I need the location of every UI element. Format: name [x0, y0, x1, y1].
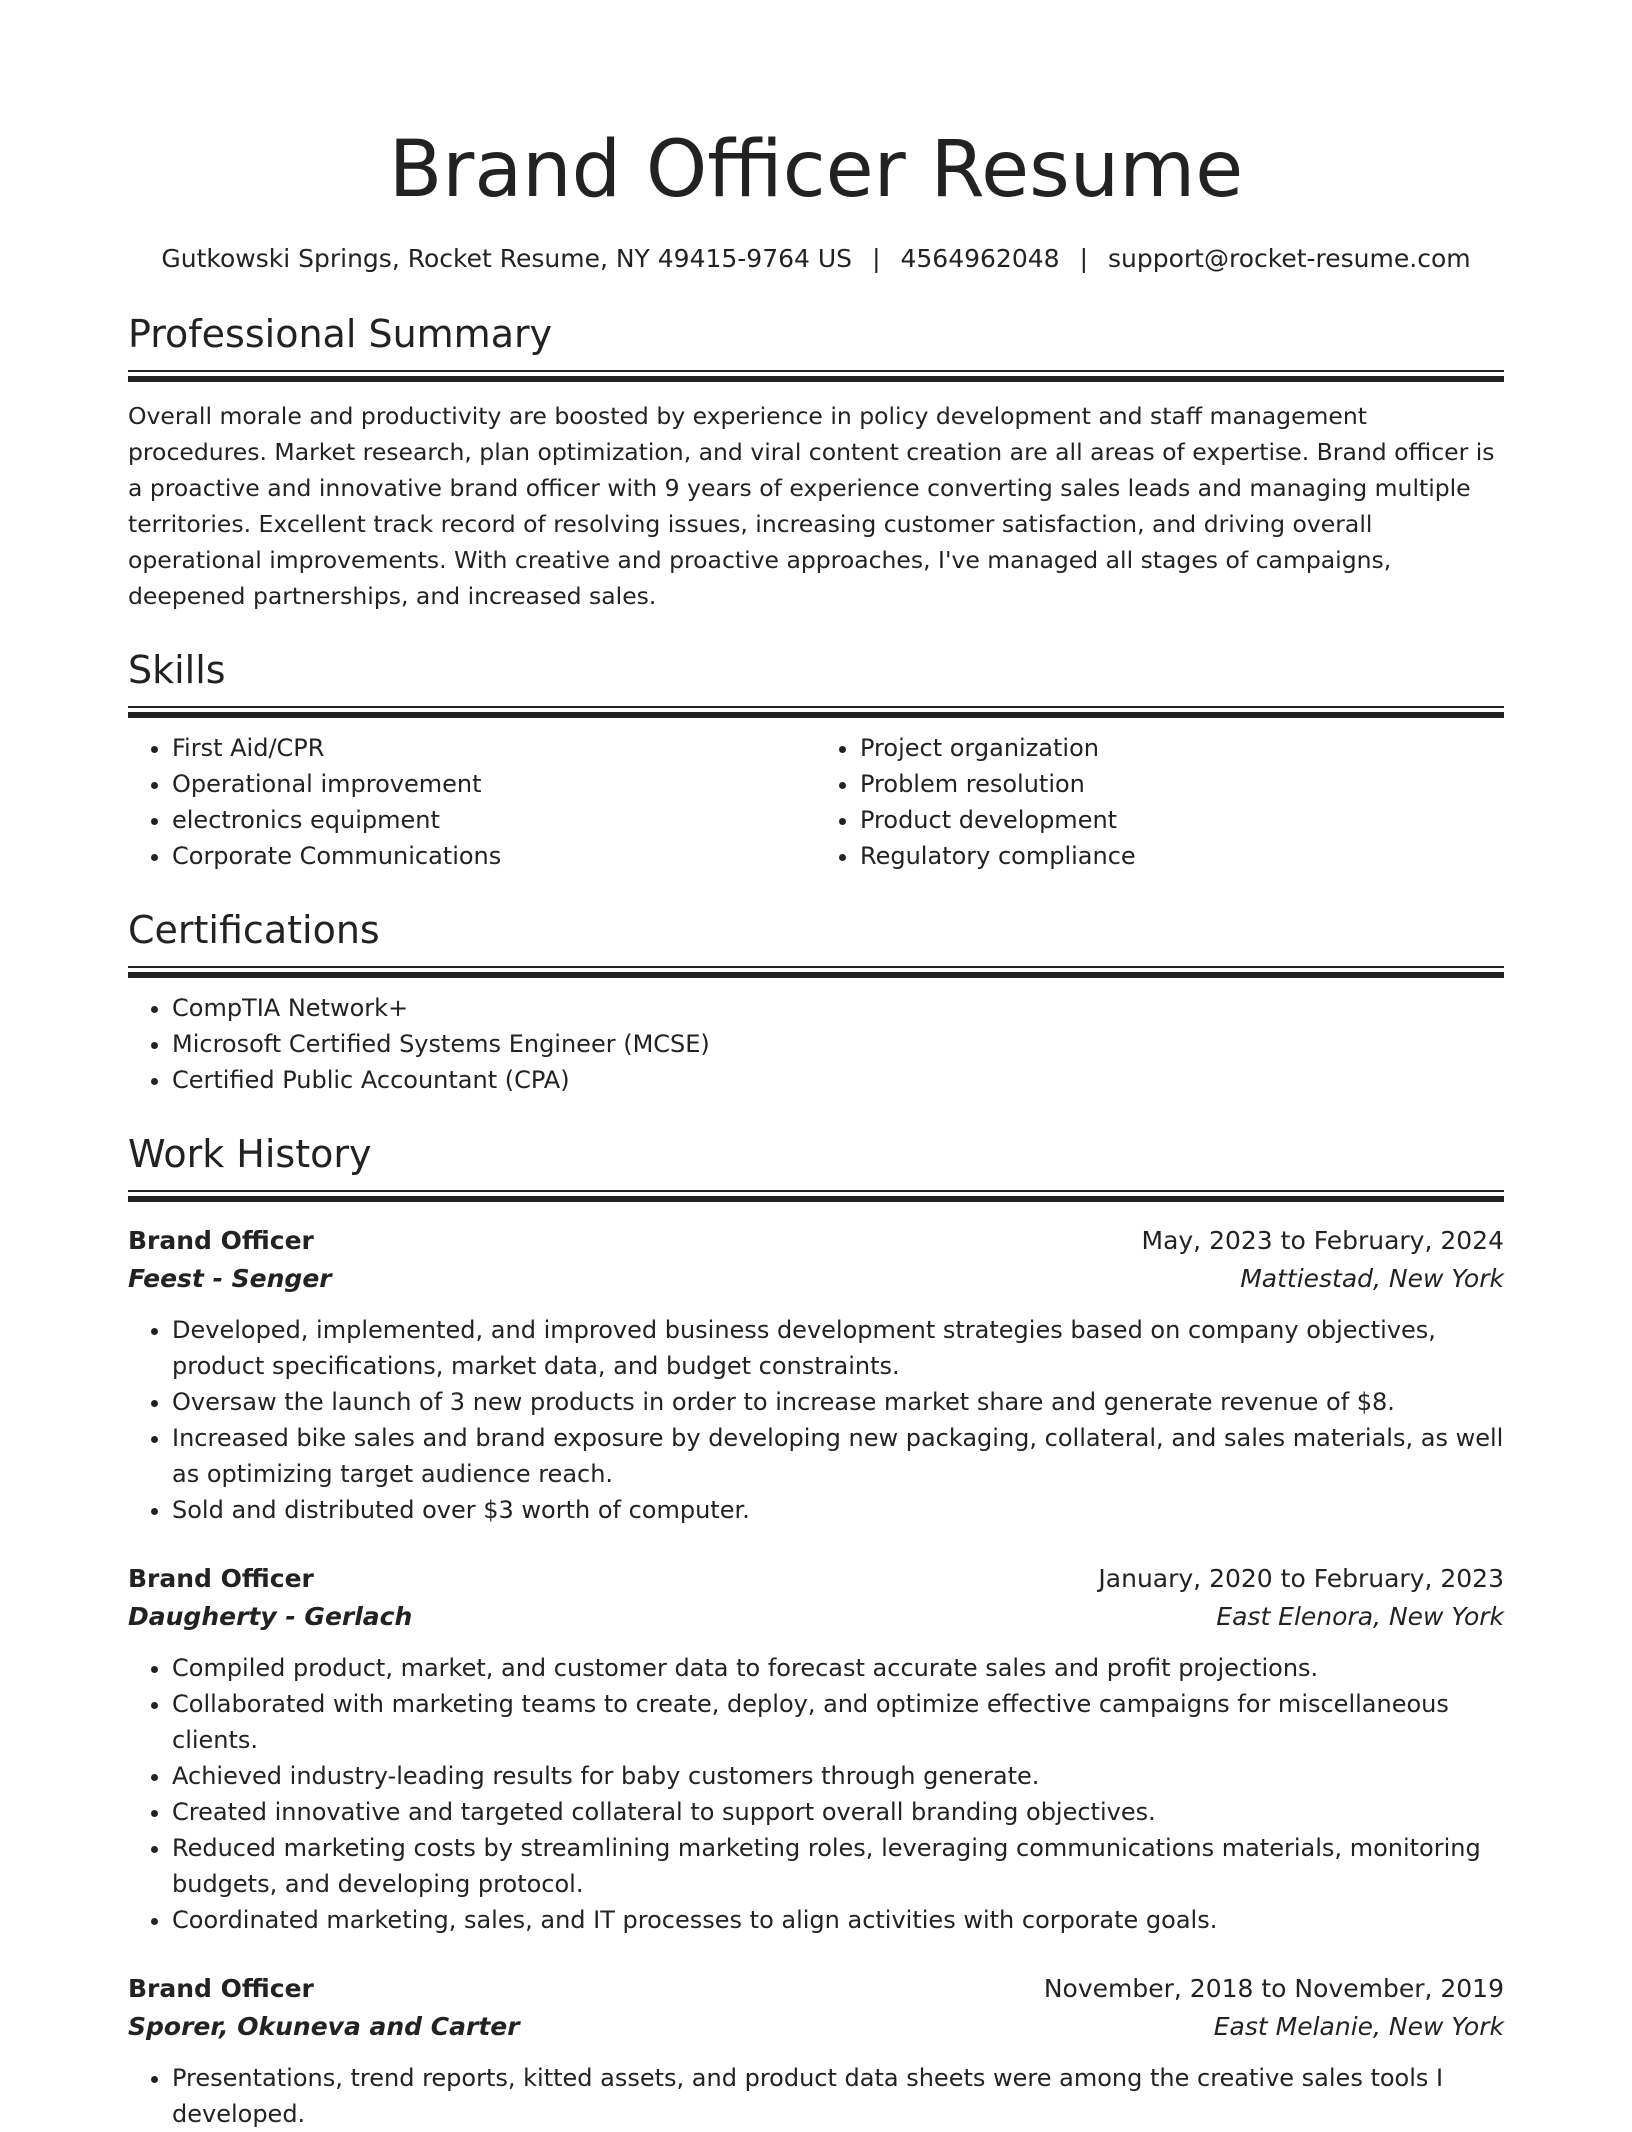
- job-bullet: • Coordinated marketing, sales, and IT processes to align activities with corporate goals.: [172, 1902, 1504, 1938]
- certification-item: • Microsoft Certified Systems Engineer (MCSE): [172, 1026, 1504, 1062]
- skills-columns: [128, 730, 1504, 874]
- job-dates: November, 2018 to November, 2019: [1043, 1974, 1504, 2003]
- job-bullet-list: [128, 1312, 1504, 1528]
- job-dates: January, 2020 to February, 2023: [1098, 1564, 1504, 1593]
- certification-item: • Certified Public Accountant (CPA): [172, 1062, 1504, 1098]
- job-company: Daugherty - Gerlach: [128, 1602, 413, 1631]
- certifications-list: [128, 990, 1504, 1098]
- skill-item: • Corporate Communications: [172, 838, 816, 874]
- job-dates: May, 2023 to February, 2024: [1141, 1226, 1504, 1255]
- job-entry: [128, 1970, 1504, 2132]
- job-bullet: • Increased bike sales and brand exposure by developing new packaging, collateral, and sales materials, as well as optimizing target audience reach.: [172, 1420, 1504, 1492]
- contact-address: Gutkowski Springs, Rocket Resume, NY 49415-9764 US: [161, 244, 853, 273]
- section-heading-summary: Professional Summary: [128, 312, 553, 356]
- contact-phone: 4564962048: [900, 244, 1060, 273]
- job-bullet: • Sold and distributed over $3 worth of computer.: [172, 1492, 1504, 1528]
- contact-line: [128, 242, 1504, 276]
- section-heading-certifications: Certifications: [128, 908, 380, 952]
- contact-separator: |: [872, 244, 881, 273]
- skill-item: • Problem resolution: [860, 766, 1504, 802]
- job-bullet: • Presentations, trend reports, kitted assets, and product data sheets were among the creative sales tools I developed.: [172, 2060, 1504, 2132]
- job-company: Sporer, Okuneva and Carter: [128, 2012, 520, 2041]
- job-location: East Elenora, New York: [1216, 1602, 1504, 1631]
- job-header-row: [128, 1970, 1504, 2008]
- contact-email: support@rocket-resume.com: [1108, 244, 1471, 273]
- section-heading-work-history: Work History: [128, 1132, 372, 1176]
- summary-text: Overall morale and productivity are boosted by experience in policy development and staff management procedures. Market research, plan optimization, and viral content creation are all areas of expertise. Brand officer is a proactive and innovative brand officer with 9 years of experience converting sales leads and managing multiple territories. Excellent track record of resolving issues, increasing customer satisfaction, and driving overall operational improvements. With creative and proactive approaches, I've managed all stages of campaigns, deepened partnerships, and increased sales.: [128, 402, 1495, 610]
- skill-item: • electronics equipment: [172, 802, 816, 838]
- section-divider: [128, 706, 1504, 718]
- page-title: Brand Officer Resume: [388, 125, 1244, 215]
- skill-item: • Product development: [860, 802, 1504, 838]
- job-company-row: [128, 1260, 1504, 1298]
- job-bullet: • Collaborated with marketing teams to create, deploy, and optimize effective campaigns for miscellaneous clients.: [172, 1686, 1504, 1758]
- job-title: Brand Officer: [128, 1226, 314, 1255]
- professional-summary-section: [128, 310, 1504, 614]
- job-bullet: • Compiled product, market, and customer data to forecast accurate sales and profit projections.: [172, 1650, 1504, 1686]
- skills-list-left: [128, 730, 816, 874]
- job-bullet: • Developed, implemented, and improved business development strategies based on company objectives, product specifications, market data, and budget constraints.: [172, 1312, 1504, 1384]
- skills-section: [128, 646, 1504, 874]
- job-bullet: • Oversaw the launch of 3 new products in order to increase market share and generate revenue of $8.: [172, 1384, 1504, 1420]
- job-company: Feest - Senger: [128, 1264, 332, 1293]
- job-entry: [128, 1560, 1504, 1938]
- job-title: Brand Officer: [128, 1564, 314, 1593]
- job-bullet-list: [128, 2060, 1504, 2132]
- contact-separator: |: [1079, 244, 1088, 273]
- certification-item: • CompTIA Network+: [172, 990, 1504, 1026]
- job-bullet: • Created innovative and targeted collateral to support overall branding objectives.: [172, 1794, 1504, 1830]
- job-company-row: [128, 1598, 1504, 1636]
- job-bullet: • Reduced marketing costs by streamlining marketing roles, leveraging communications materials, monitoring budgets, and developing protocol.: [172, 1830, 1504, 1902]
- work-history-section: [128, 1130, 1504, 2132]
- section-divider: [128, 1190, 1504, 1202]
- certifications-section: [128, 906, 1504, 1098]
- section-divider: [128, 370, 1504, 382]
- job-entry: [128, 1222, 1504, 1528]
- skill-item: • Project organization: [860, 730, 1504, 766]
- skill-item: • Operational improvement: [172, 766, 816, 802]
- skill-item: • First Aid/CPR: [172, 730, 816, 766]
- job-location: Mattiestad, New York: [1240, 1264, 1504, 1293]
- skill-item: • Regulatory compliance: [860, 838, 1504, 874]
- job-location: East Melanie, New York: [1213, 2012, 1504, 2041]
- job-header-row: [128, 1560, 1504, 1598]
- job-header-row: [128, 1222, 1504, 1260]
- skills-list-right: [816, 730, 1504, 874]
- section-divider: [128, 966, 1504, 978]
- job-bullet-list: [128, 1650, 1504, 1938]
- section-heading-skills: Skills: [128, 648, 226, 692]
- job-company-row: [128, 2008, 1504, 2046]
- job-bullet: • Achieved industry-leading results for baby customers through generate.: [172, 1758, 1504, 1794]
- job-title: Brand Officer: [128, 1974, 314, 2003]
